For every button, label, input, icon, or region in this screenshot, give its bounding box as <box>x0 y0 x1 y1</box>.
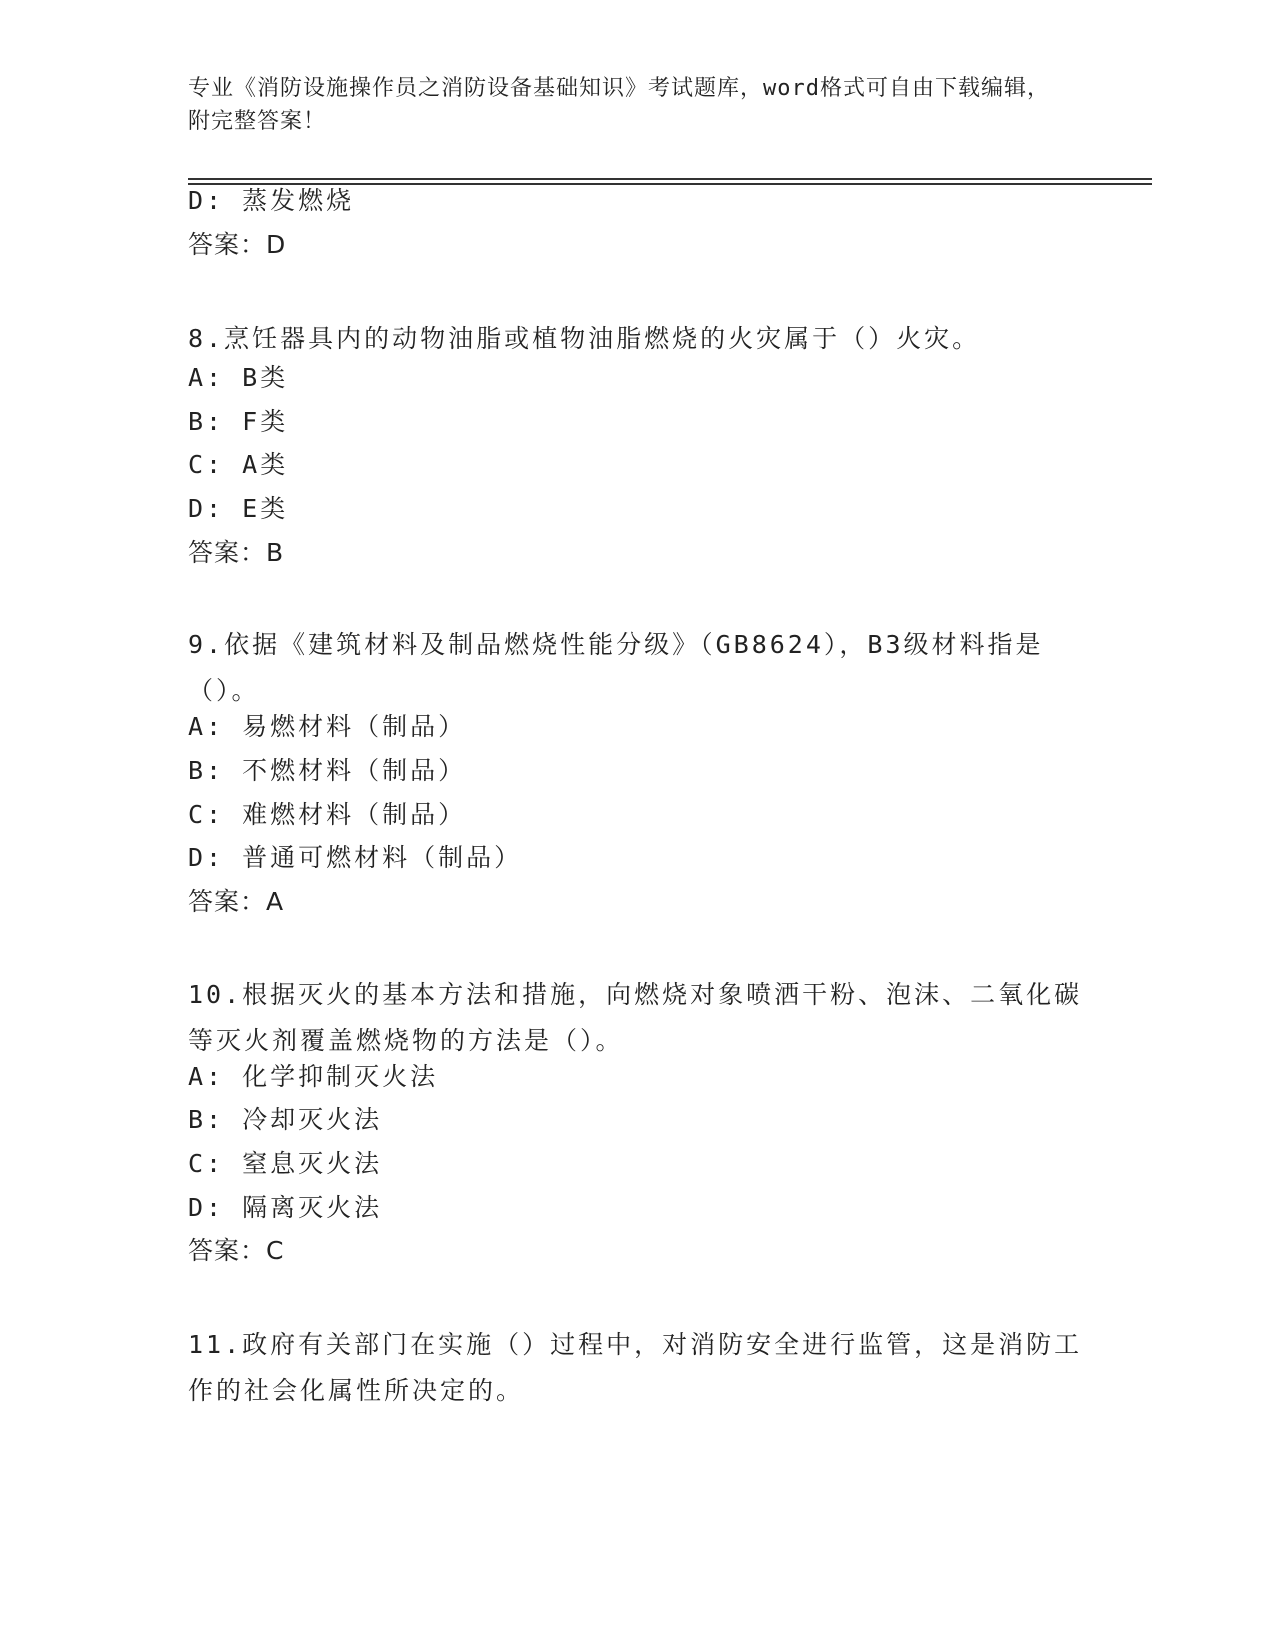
q8-option-a: A: B类 <box>188 363 289 392</box>
prev-answer: 答案：D <box>188 230 287 259</box>
q9-option-d: D: 普通可燃材料（制品） <box>188 843 523 872</box>
q9-option-a: A: 易燃材料（制品） <box>188 712 467 741</box>
q9-question: 9.依据《建筑材料及制品燃烧性能分级》（GB8624），B3级材料指是（）。 <box>188 630 1044 705</box>
header-divider-bottom <box>188 183 1152 185</box>
header-divider-top <box>188 178 1152 180</box>
q8-option-c: C: A类 <box>188 450 289 479</box>
q8-answer: 答案：B <box>188 538 285 567</box>
prev-option-d: D: 蒸发燃烧 <box>188 186 355 215</box>
q10-option-c: C: 窒息灭火法 <box>188 1149 383 1178</box>
q11-question: 11.政府有关部门在实施（）过程中，对消防安全进行监管，这是消防工作的社会化属性所决定的。 <box>188 1330 1083 1405</box>
q9-option-c: C: 难燃材料（制品） <box>188 800 467 829</box>
q9-option-b: B: 不燃材料（制品） <box>188 756 467 785</box>
q8-question: 8.烹饪器具内的动物油脂或植物油脂燃烧的火灾属于（）火灾。 <box>188 324 981 353</box>
q9-answer: 答案：A <box>188 887 285 916</box>
q10-option-b: B: 冷却灭火法 <box>188 1105 383 1134</box>
page-header: 专业《消防设施操作员之消防设备基础知识》考试题库，word格式可自由下载编辑，附完整答案！ <box>188 76 1050 134</box>
q8-option-b: B: F类 <box>188 407 289 436</box>
q8-option-d: D: E类 <box>188 494 289 523</box>
q10-answer: 答案：C <box>188 1236 285 1265</box>
q10-option-a: A: 化学抑制灭火法 <box>188 1062 439 1091</box>
q10-question: 10.根据灭火的基本方法和措施，向燃烧对象喷洒干粉、泡沫、二氧化碳等灭火剂覆盖燃烧物的方法是（）。 <box>188 980 1083 1055</box>
q10-option-d: D: 隔离灭火法 <box>188 1193 383 1222</box>
